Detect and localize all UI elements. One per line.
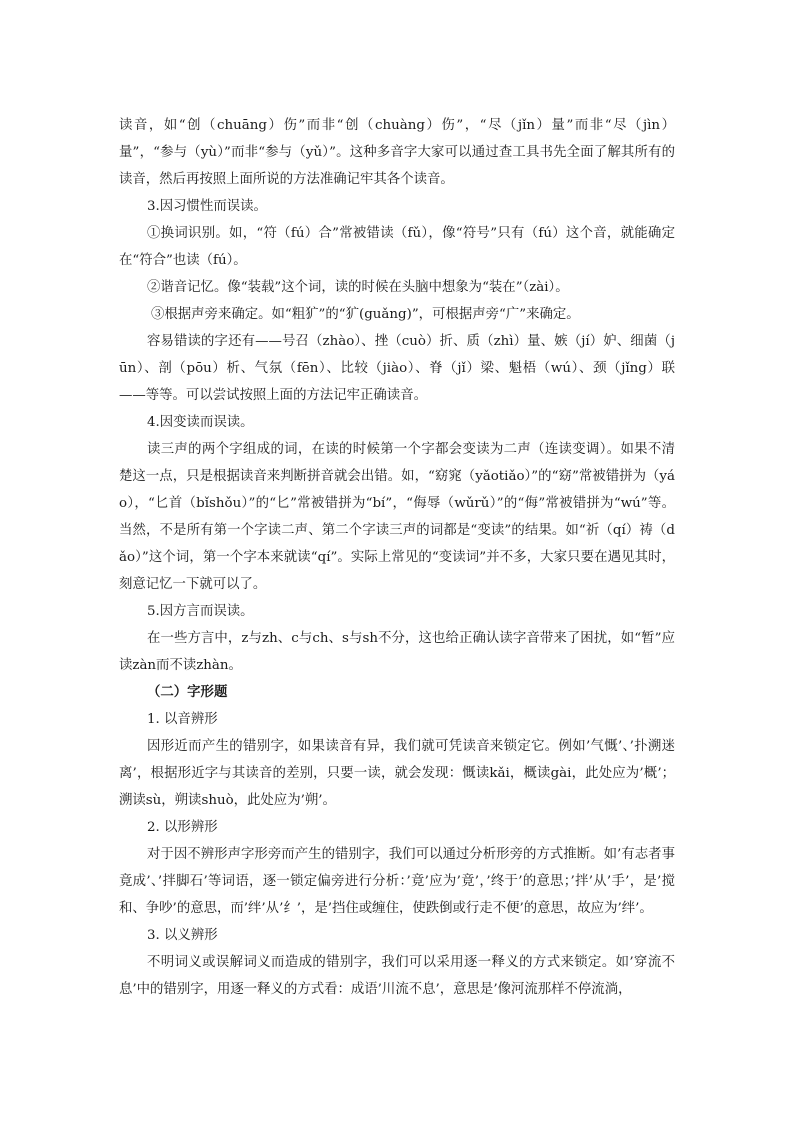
paragraph: ②谐音记忆。像“装载”这个词，读的时候在头脑中想象为“装在”（zài）。 <box>147 280 569 295</box>
paragraph: 5.因方言而误读。 <box>147 604 254 619</box>
paragraph: 容易错读的字还有——号召（zhào）、挫（cuò）折、质（zhì）量、嫉（jí）妒、细菌（jūn）、剖（pōu）析、气氛（fēn）、比较（jiào）、脊（jǐ）梁、魁梧（wú）、颈（jǐng）联——等等。可以尝试按照上面的方法记牢正确读音。 <box>119 334 675 403</box>
paragraph: 读三声的两个字组成的词，在读的时候第一个字都会变读为二声（连读变调）。如果不清楚这一点，只是根据读音来判断拼音就会出错。如，“窈窕（yǎotiǎo）”的“窈”常被错拼为（yáo），“匕首（bǐshǒu）”的“匕”常被错拼为“bí”，“侮辱（wǔrǔ）”的“侮”常被错拼为“wú”等。当然，不是所有第一个字读二声、第二个字读三声的词都是“变读”的结果。如“祈（qí）祷（dǎo）”这个词，第一个字本来就读“qí”。实际上常见的“变读词”并不多，大家只要在遇见其时，刻意记忆一下就可以了。 <box>119 442 675 592</box>
paragraph: 读音，如“创（chuāng）伤”而非“创（chuàng）伤”，“尽（jǐn）量”而非“尽（jìn）量”，“参与（yù）”而非“参与（yǔ）”。这种多音字大家可以通过查工具书先全面了解其所有的读音，然后再按照上面所说的方法准确记牢其各个读音。 <box>119 118 675 187</box>
section-heading: （二）字形题 <box>147 684 228 700</box>
paragraph: 3. 以义辨形 <box>147 928 218 943</box>
paragraph: 2. 以形辨形 <box>147 820 218 835</box>
paragraph: 1. 以音辨形 <box>147 712 218 727</box>
paragraph: ①换词识别。如，“符（fú）合”常被错读（fǔ），像“符号”只有（fú）这个音，就能确定在“符合”也读（fú）。 <box>119 226 675 268</box>
paragraph: 在一些方言中，z与zh、c与ch、s与sh不分，这也给正确认读字音带来了困扰，如“暂”应读zàn而不读zhàn。 <box>119 631 675 673</box>
paragraph: ③根据声旁来确定。如“粗犷”的“犷(guǎng)”，可根据声旁“广”来确定。 <box>151 307 580 322</box>
paragraph: 4.因变读而误读。 <box>147 415 254 430</box>
paragraph: 3.因习惯性而误读。 <box>147 199 267 214</box>
paragraph: 对于因不辨形声字形旁而产生的错别字，我们可以通过分析形旁的方式推断。如’有志者事竟成’、’拌脚石’等词语，逐一锁定偏旁进行分析：’竟’应为’竟’，’终于’的意思；’拌’从’手’，是’搅和、争吵’的意思，而’绊’从’纟’，是’挡住或缠住，使跌倒或行走不便’的意思，故应为’绊’。 <box>119 847 675 916</box>
paragraph: 因形近而产生的错别字，如果读音有异，我们就可凭读音来锁定它。例如’气慨’、’扑溯迷离’，根据形近字与其读音的差别，只要一读，就会发现：慨读kǎi，概读gài，此处应为’概’；溯读sù，朔读shuò，此处应为’朔’。 <box>119 739 675 808</box>
paragraph: 不明词义或误解词义而造成的错别字，我们可以采用逐一释义的方式来锁定。如’穿流不息’中的错别字，用逐一释义的方式看：成语’川流不息’，意思是’像河流那样不停流淌， <box>119 955 675 997</box>
document-body <box>119 112 675 1003</box>
